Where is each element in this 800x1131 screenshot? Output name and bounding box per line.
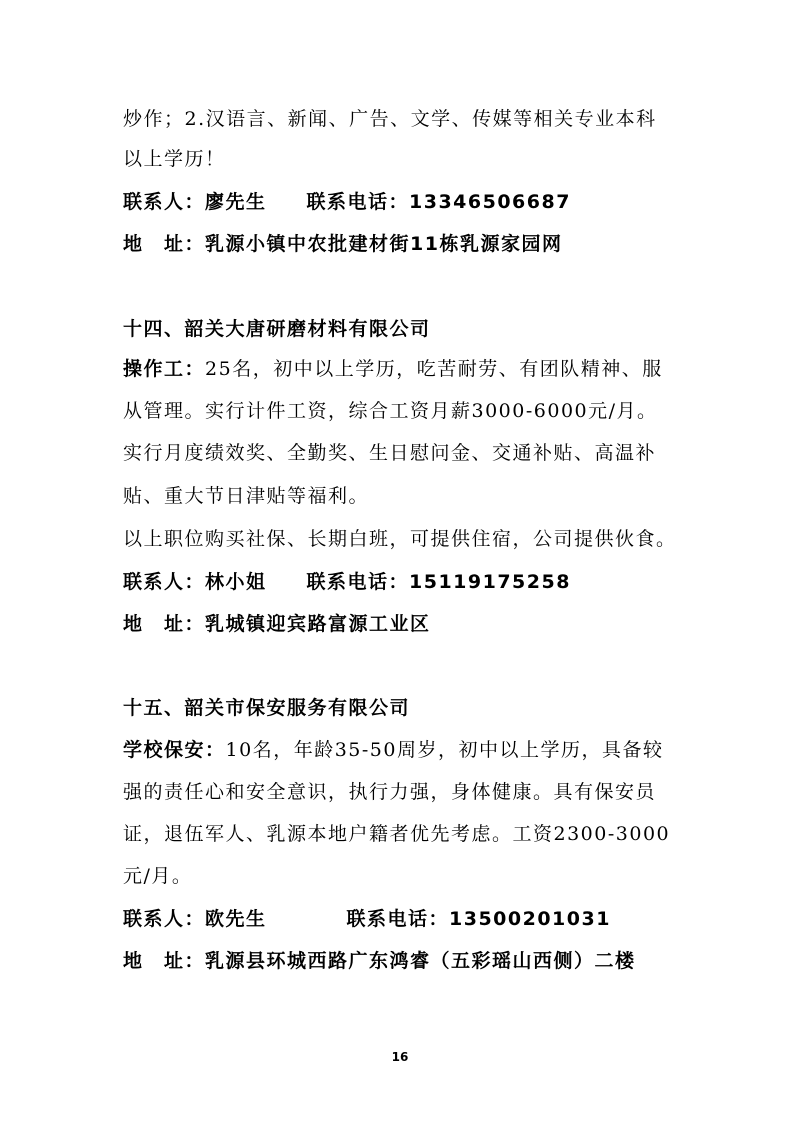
intro-address: 地 址：乳源小镇中农批建材街11栋乳源家园网	[123, 233, 563, 255]
intro-contact-line	[123, 190, 571, 214]
company15-desc-3: 证，退伍军人、乳源本地户籍者优先考虑。工资2300-3000	[123, 823, 671, 845]
company15-contact-line	[123, 907, 611, 931]
contact-person: 联系人：林小姐	[123, 571, 267, 593]
company14-contact-line	[123, 570, 571, 594]
contact-person: 联系人：廖先生	[123, 191, 267, 213]
company15-title: 十五、韶关市保安服务有限公司	[123, 697, 411, 719]
contact-person: 联系人：欧先生	[123, 908, 267, 930]
company15-position-label: 学校保安：	[123, 739, 226, 761]
company14-desc-1-text: 25名，初中以上学历，吃苦耐劳、有团队精神、服	[205, 358, 663, 380]
company14-address: 地 址：乳城镇迎宾路富源工业区	[123, 613, 431, 635]
intro-line-2: 以上学历！	[123, 148, 226, 170]
company15-desc-2: 强的责任心和安全意识，执行力强，身体健康。具有保安员	[123, 781, 657, 803]
page-number: 16	[391, 1050, 409, 1064]
company14-desc-2: 从管理。实行计件工资，综合工资月薪3000-6000元/月。	[123, 400, 658, 422]
company14-position-label: 操作工：	[123, 358, 206, 380]
company15-desc-1	[123, 738, 663, 762]
company14-desc-3: 实行月度绩效奖、全勤奖、生日慰问金、交通补贴、高温补	[123, 442, 657, 464]
company14-desc-5: 以上职位购买社保、长期白班，可提供住宿，公司提供伙食。	[123, 528, 677, 550]
company14-desc-1	[123, 357, 663, 381]
company15-desc-4: 元/月。	[123, 865, 193, 887]
company14-title: 十四、韶关大唐研磨材料有限公司	[123, 318, 431, 340]
company15-desc-1-text: 10名，年龄35-50周岁，初中以上学历，具备较	[225, 739, 664, 761]
contact-phone: 联系电话：13500201031	[346, 908, 611, 930]
intro-line-1: 炒作；2.汉语言、新闻、广告、文学、传媒等相关专业本科	[123, 108, 657, 130]
company15-address: 地 址：乳源县环城西路广东鸿睿（五彩瑶山西侧）二楼	[123, 950, 636, 972]
contact-phone: 联系电话：15119175258	[306, 571, 571, 593]
contact-phone: 联系电话：13346506687	[306, 191, 571, 213]
company14-desc-4: 贴、重大节日津贴等福利。	[123, 485, 370, 507]
